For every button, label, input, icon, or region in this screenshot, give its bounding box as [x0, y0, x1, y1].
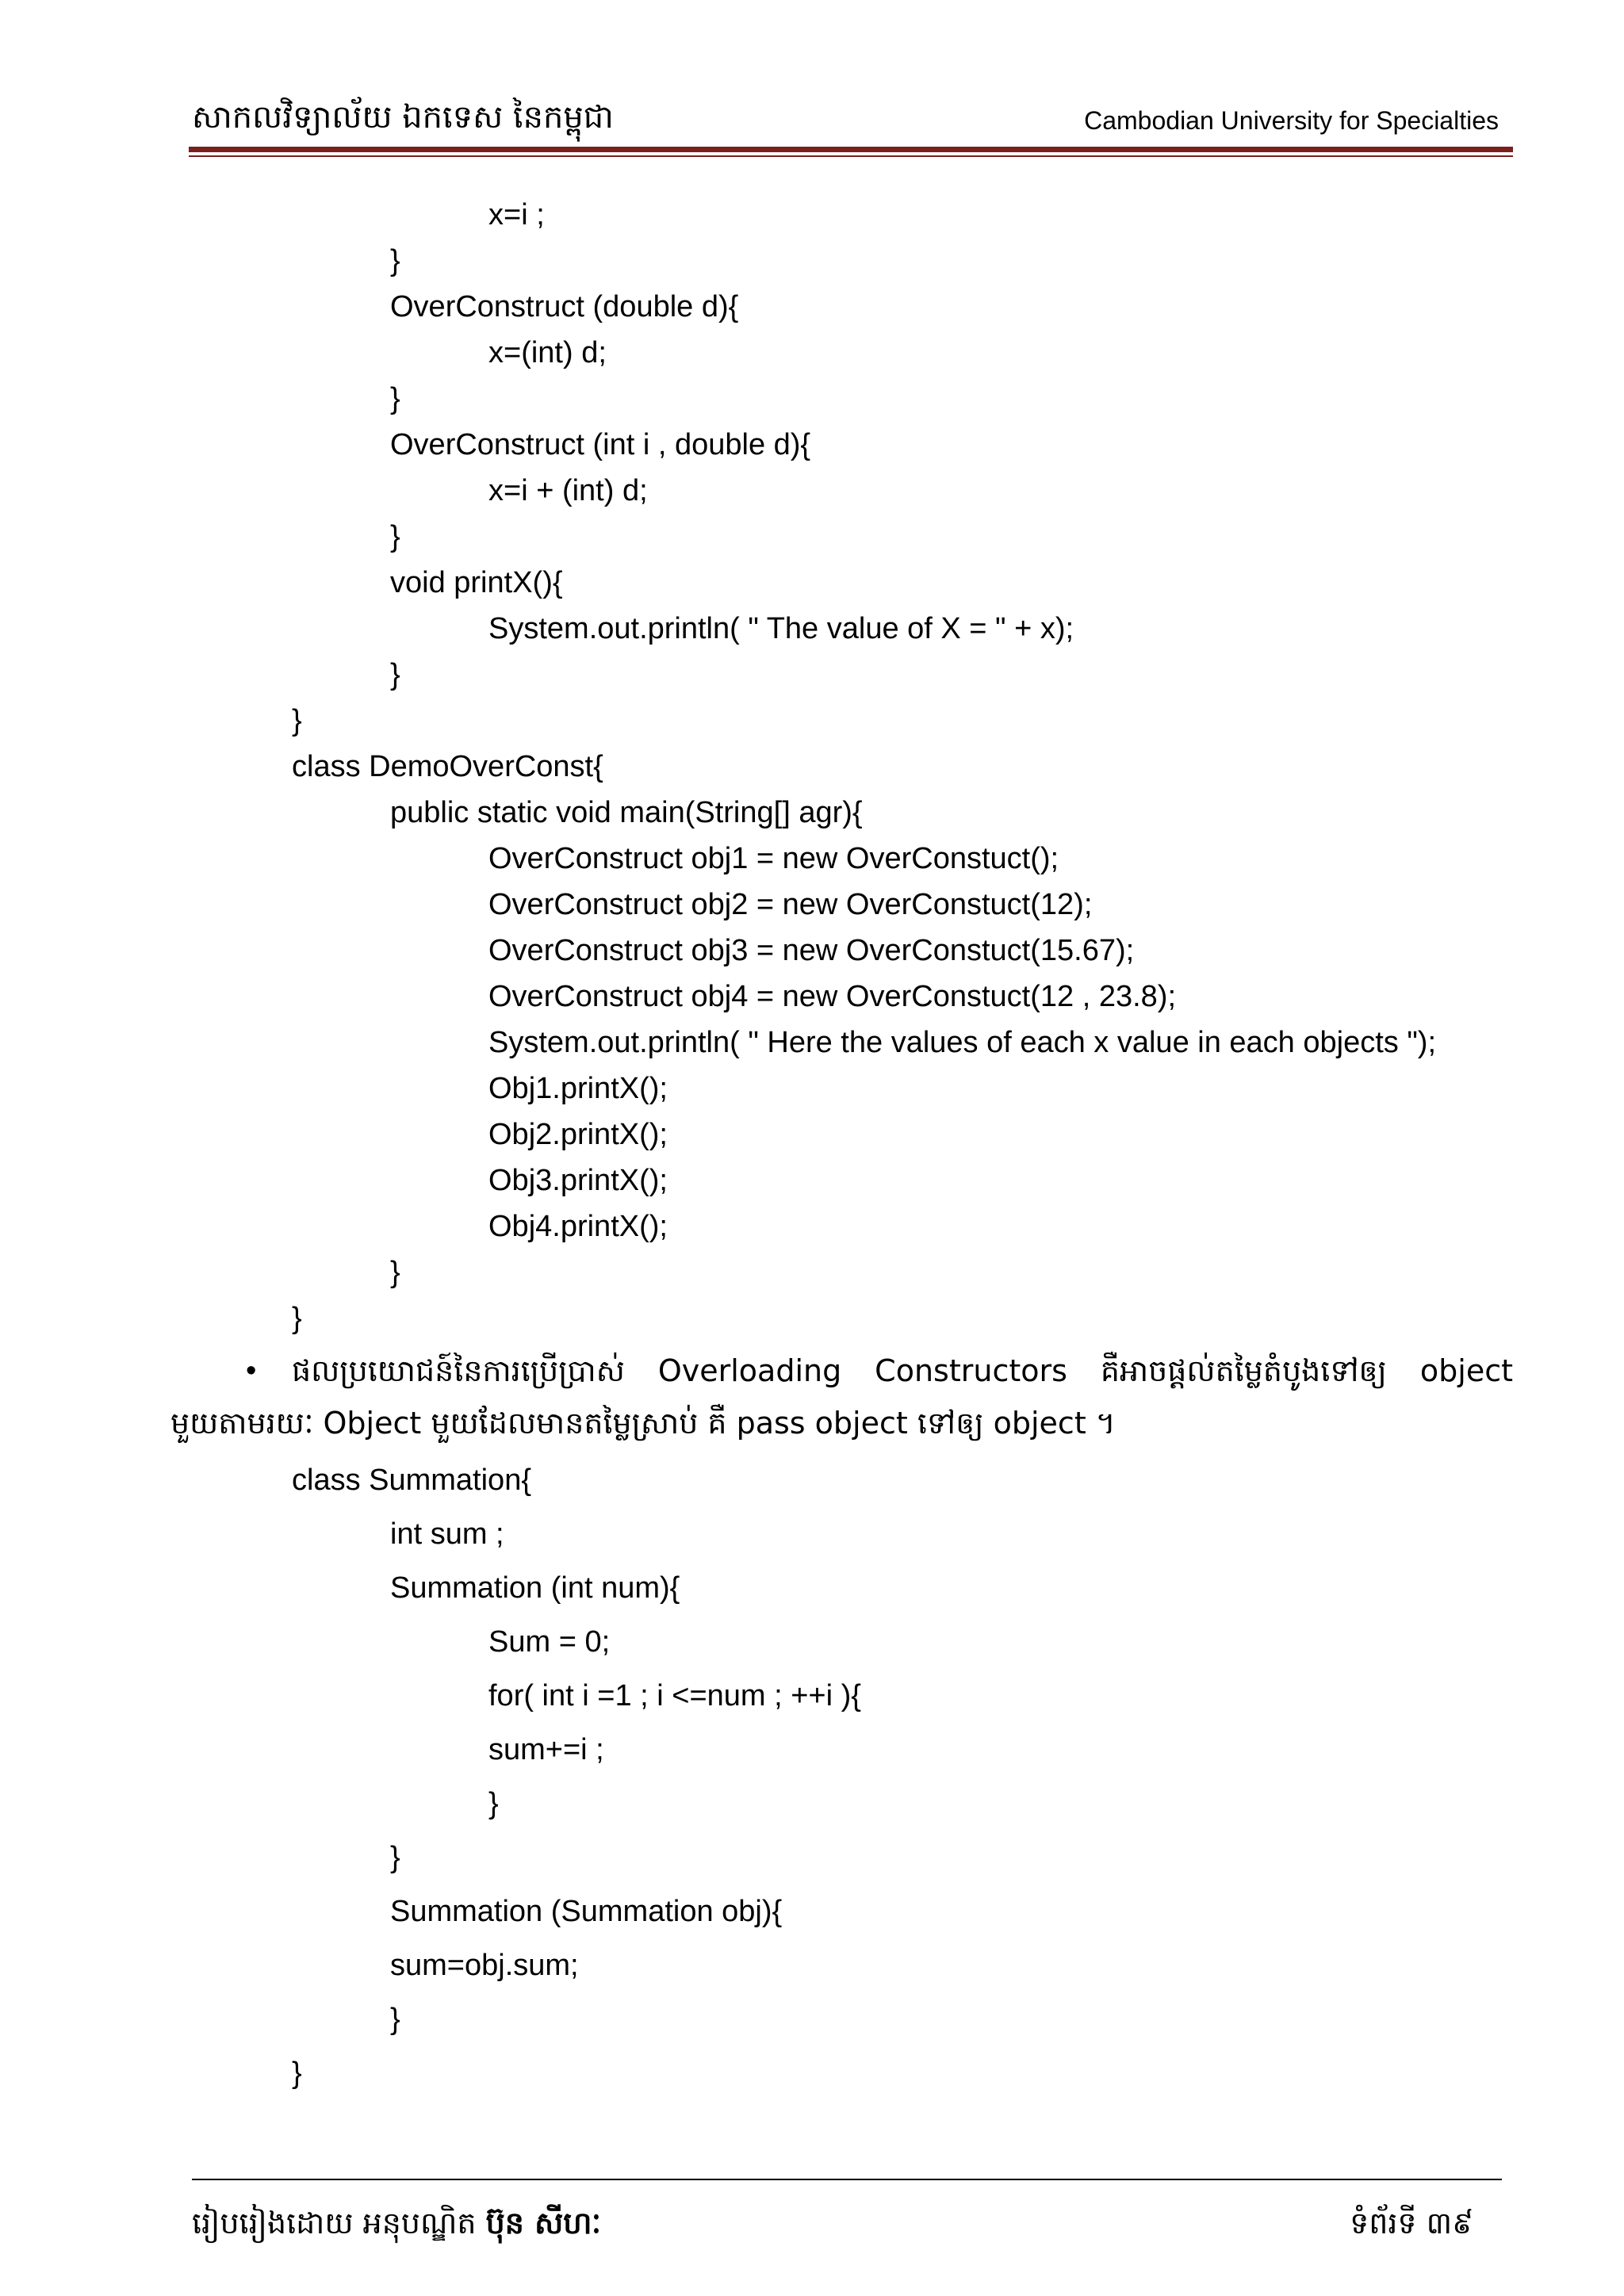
- code-line: OverConstruct obj2 = new OverConstuct(12);: [488, 888, 1093, 921]
- code-line: class Summation{: [292, 1464, 532, 1497]
- bullet-text-line2: មួយតាមរយៈ Object មួយដែលមានតម្លៃស្រាប់ គឺ pass object ទៅឲ្យ object ។: [170, 1406, 1116, 1441]
- code-line: }: [292, 2057, 302, 2090]
- code-line: void printX(){: [390, 566, 563, 599]
- code-line: x=i + (int) d;: [488, 474, 648, 507]
- code-line: }: [390, 382, 400, 415]
- header-rule-thin: [189, 155, 1513, 157]
- footer-prefix: រៀបរៀងដោយ អនុបណ្ឌិត: [192, 2206, 477, 2241]
- code-line: Obj2.printX();: [488, 1118, 668, 1151]
- code-line: x=i ;: [488, 198, 545, 232]
- header-rule: [189, 147, 1513, 152]
- code-line: Obj1.printX();: [488, 1072, 668, 1105]
- code-line: }: [390, 244, 400, 277]
- code-line: public static void main(String[] agr){: [390, 796, 863, 829]
- code-line: }: [390, 520, 400, 553]
- code-line: OverConstruct obj1 = new OverConstuct();: [488, 842, 1059, 875]
- code-line: }: [390, 1841, 400, 1874]
- code-line: Summation (int num){: [390, 1571, 680, 1605]
- code-line: x=(int) d;: [488, 336, 607, 369]
- bullet-symbol: •: [246, 1354, 257, 1387]
- header-university-english: Cambodian University for Specialties: [1084, 106, 1499, 135]
- code-line: for( int i =1 ; i <=num ; ++i ){: [488, 1679, 861, 1712]
- code-line: }: [488, 1787, 499, 1820]
- code-line: System.out.println( " Here the values of each x value in each objects ");: [488, 1026, 1437, 1059]
- code-line: }: [390, 1256, 400, 1289]
- footer-rule: [192, 2179, 1502, 2180]
- code-line: Sum = 0;: [488, 1625, 611, 1659]
- code-line: class DemoOverConst{: [292, 750, 603, 783]
- code-line: OverConstruct obj4 = new OverConstuct(12 , 23.8);: [488, 980, 1177, 1013]
- footer-author-name: ប៊ុន សីហៈ: [485, 2206, 602, 2241]
- code-line: System.out.println( " The value of X = " + x);: [488, 612, 1074, 645]
- page-number: ទំព័រទី ៣៩: [1350, 2206, 1473, 2241]
- code-line: }: [292, 704, 302, 737]
- code-line: sum=obj.sum;: [390, 1949, 579, 1982]
- code-line: }: [390, 2003, 400, 2036]
- code-line: Summation (Summation obj){: [390, 1895, 783, 1928]
- bullet-text-line1: ផលប្រយោជន៍នៃការប្រើប្រាស់ Overloading Constructors គឺអាចផ្តល់តម្លៃតំបូងទៅឲ្យ object: [292, 1353, 1513, 1388]
- code-line: OverConstruct (double d){: [390, 290, 739, 323]
- header-university-khmer: សាកលវិទ្យាល័យ ឯកទេស នៃកម្ពុជា: [192, 99, 614, 136]
- code-line: Obj4.printX();: [488, 1210, 668, 1243]
- code-line: sum+=i ;: [488, 1733, 604, 1766]
- footer-author: [192, 2204, 601, 2248]
- code-line: }: [292, 1302, 302, 1335]
- code-line: Obj3.printX();: [488, 1164, 668, 1197]
- code-line: OverConstruct obj3 = new OverConstuct(15.67);: [488, 934, 1135, 967]
- code-line: int sum ;: [390, 1517, 504, 1551]
- code-line: OverConstruct (int i , double d){: [390, 428, 811, 461]
- code-line: }: [390, 658, 400, 691]
